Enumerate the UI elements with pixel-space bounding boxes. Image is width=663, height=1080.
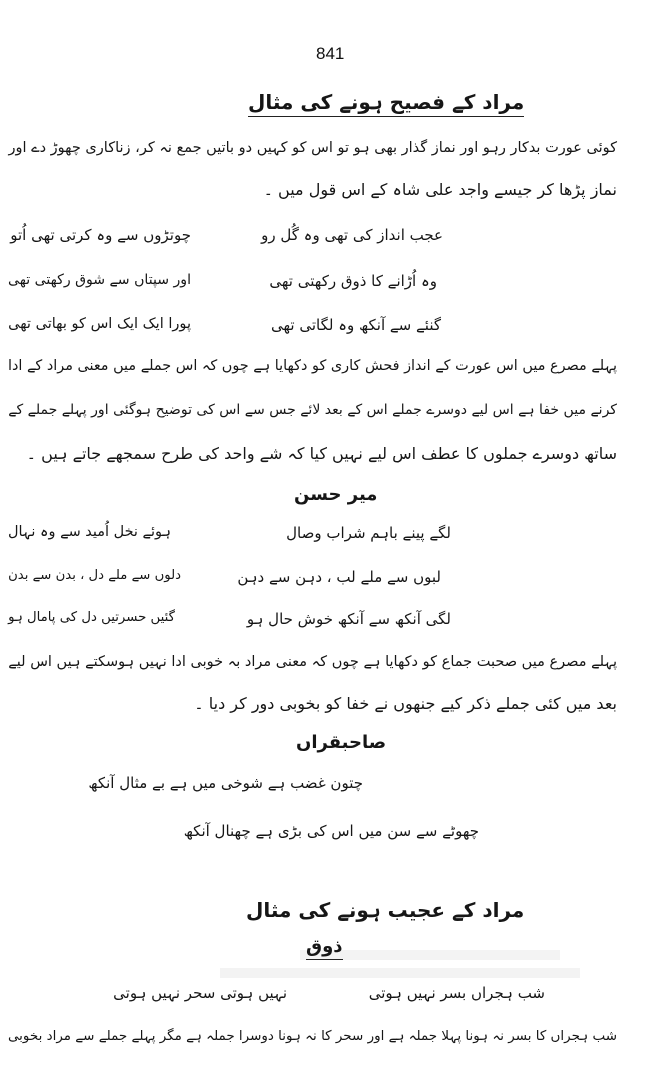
verse-1-second: چوتڑوں سے وہ کرتی تھی اُتو	[10, 226, 191, 244]
verse-5-first: لبوں سے ملے لب ، دہن سے دہن	[237, 568, 441, 586]
verse-8: چھوٹے سے سن میں اس کی بڑی ہے چھنال آنکھ	[183, 822, 479, 840]
intro-line-1: کوئی عورت بدکار رہو اور نماز گذار بھی ہو تو اس کو کہیں دو باتیں جمع نہ کر، زناکاری چھوڑ دے اور	[8, 140, 617, 156]
explanation-1-line-1: پہلے مصرع میں اس عورت کے انداز فحش کاری کو دکھایا ہے چوں کہ اس جملے میں معنی مراد کے ادا	[7, 358, 617, 374]
verse-6-first: لگی آنکھ سے آنکھ خوش حال ہو	[246, 610, 451, 628]
poet-zauq: ذوق	[306, 936, 343, 960]
verse-5-second: دلوں سے ملے دل ، بدن سے بدن	[8, 568, 181, 583]
explanation-1-line-2: کرنے میں خفا ہے اس لیے دوسرے جملے اس کے بعد لائے جس سے اس کی توضیح ہوگئی اور پہلے جملے کے	[8, 402, 617, 418]
section-heading-fasih: مراد کے فصیح ہونے کی مثال	[248, 90, 524, 117]
show-through-mark	[220, 968, 580, 978]
section-heading-ajeeb: مراد کے عجیب ہونے کی مثال	[246, 898, 525, 922]
verse-9-first: شب ہجراں بسر نہیں ہوتی	[368, 984, 545, 1002]
verse-1-first: عجب انداز کی تھی وہ گُل رو	[261, 226, 443, 244]
page-number: 841	[316, 44, 345, 63]
explanation-4-line-1: شب ہجراں کا بسر نہ ہونا پہلا جملہ ہے اور سحر کا نہ ہونا دوسرا جملہ ہے مگر پہلے جملے سے مراد بخوبی	[7, 1028, 617, 1044]
poet-sahibqiran: صاحبقراں	[296, 732, 387, 753]
verse-9-second: نہیں ہوتی سحر نہیں ہوتی	[113, 984, 287, 1002]
verse-3-first: گنئے سے آنکھ وہ لگاتی تھی	[270, 316, 441, 334]
intro-line-2: نماز پڑھا کر جیسے واجد علی شاہ کے اس قول میں ۔	[263, 180, 617, 199]
explanation-1-line-3: ساتھ دوسرے جملوں کا عطف اس لیے نہیں کیا کہ شے واحد کی طرح سمجھے جاتے ہیں ۔	[26, 444, 617, 463]
verse-3-second: پورا ایک ایک اس کو بھاتی تھی	[8, 316, 191, 332]
verse-6-second: گئیں حسرتیں دل کی پامال ہو	[8, 610, 175, 625]
explanation-2-line-1: پہلے مصرع میں صحبت جماع کو دکھایا ہے چوں کہ معنی مراد بہ خوبی ادا نہیں ہوسکتے ہیں اس لیے	[8, 654, 617, 670]
verse-4-first: لگے پینے باہم شراب وصال	[286, 524, 451, 542]
poet-mir-hasan: میر حسن	[294, 484, 378, 505]
verse-4-second: ہوئے نخل اُمید سے وہ نہال	[8, 524, 171, 540]
verse-7: چتون غضب ہے شوخی میں ہے بے مثال آنکھ	[88, 774, 363, 792]
verse-2-second: اور سپتاں سے شوق رکھتی تھی	[8, 272, 191, 288]
explanation-2-line-2: بعد میں کئی جملے ذکر کیے جنھوں نے خفا کو بخوبی دور کر دیا ۔	[194, 694, 617, 713]
verse-2-first: وہ اُڑانے کا ذوق رکھتی تھی	[269, 272, 437, 290]
